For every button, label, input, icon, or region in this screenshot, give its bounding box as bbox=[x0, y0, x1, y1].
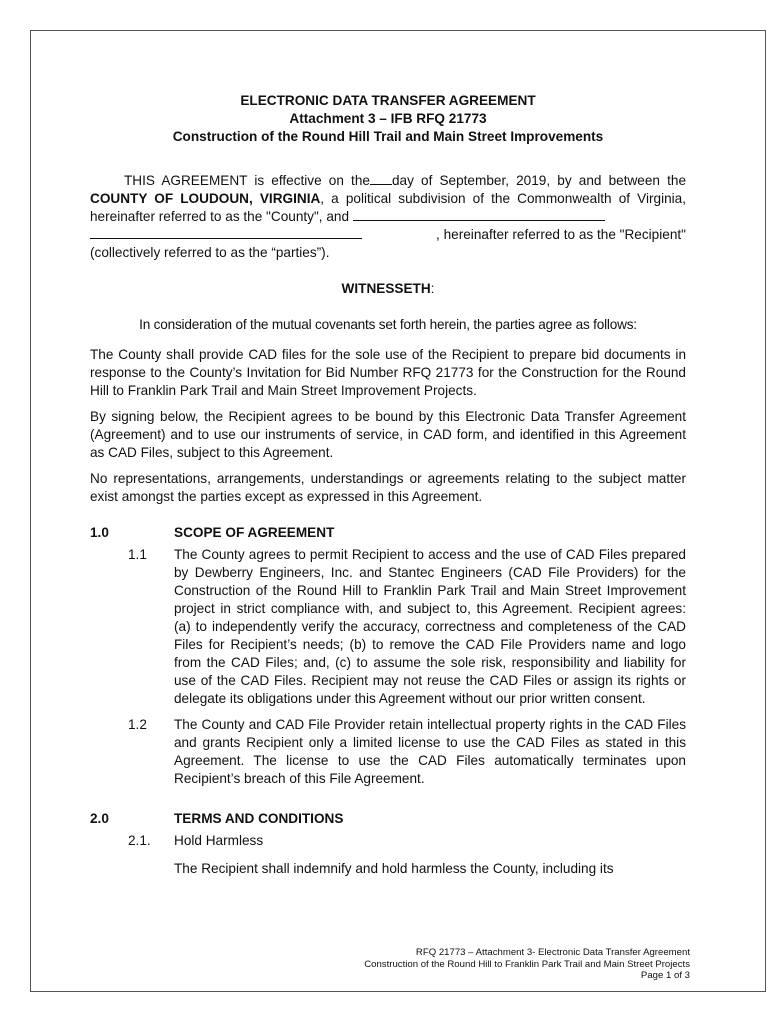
footer-line-1: RFQ 21773 – Attachment 3- Electronic Data Transfer Agreement bbox=[415, 947, 690, 958]
section-1-number: 1.0 bbox=[90, 525, 109, 540]
intro-parties: (collectively referred to as the “parties”). bbox=[90, 245, 330, 260]
clause-1-2-text: The County and CAD File Provider retain intellectual property rights in the CAD Files and grants Recipient only a limited license to use the CAD Files as stated in this Agreement. The license to use the CAD Files automatically terminates upon Recipient’s breach of this File Agreement. bbox=[174, 717, 686, 786]
section-2-title: TERMS AND CONDITIONS bbox=[174, 811, 344, 826]
paragraph-3: No representations, arrangements, understandings or agreements relating to the subject matter exist amongst the parties except as expressed in this Agreement. bbox=[90, 471, 686, 504]
witnesseth-colon: : bbox=[430, 281, 435, 296]
section-2-number: 2.0 bbox=[90, 811, 109, 826]
document-title bbox=[90, 92, 686, 146]
footer-line-2: Construction of the Round Hill to Franklin Park Trail and Main Street Projects bbox=[364, 958, 690, 970]
title-line-2: Attachment 3 – IFB RFQ 21773 bbox=[289, 111, 487, 126]
county-name: COUNTY OF LOUDOUN, VIRGINIA bbox=[90, 191, 321, 206]
intro-part-3: , a political subdivision of the Commonwealth of Virginia, hereinafter referred to as the "County", and bbox=[90, 191, 687, 224]
paragraph-2: By signing below, the Recipient agrees to be bound by this Electronic Data Transfer Agreement (Agreement) and to use our instruments of service, in CAD form, and identified in this Agreement as CAD Files, subject to this Agreement. bbox=[90, 409, 686, 460]
recipient-line bbox=[90, 226, 686, 244]
clause-2-1 bbox=[90, 832, 686, 850]
clause-2-1-number: 2.1. bbox=[128, 833, 151, 848]
recipient-blank-2 bbox=[90, 226, 362, 239]
section-1-title: SCOPE OF AGREEMENT bbox=[174, 525, 335, 540]
intro-part-1: THIS AGREEMENT is effective on the bbox=[124, 173, 370, 188]
clause-1-2-number: 1.2 bbox=[128, 717, 147, 732]
document-body bbox=[90, 92, 686, 878]
witnesseth-word: WITNESSETH bbox=[341, 281, 431, 296]
paragraph-1: The County shall provide CAD files for the sole use of the Recipient to prepare bid documents in response to the County’s Invitation for Bid Number RFQ 21773 for the Construction for the Round Hill to Franklin Park Trail and Main Street Improvement Projects. bbox=[90, 347, 686, 398]
clause-1-1 bbox=[90, 546, 686, 708]
clause-2-1-title: Hold Harmless bbox=[174, 833, 264, 848]
day-blank bbox=[370, 172, 392, 185]
clause-1-2 bbox=[90, 716, 686, 788]
section-2-heading bbox=[90, 810, 686, 828]
intro-hereinafter: , hereinafter referred to as the "Recipient" bbox=[436, 227, 686, 242]
title-line-3: Construction of the Round Hill Trail and Main Street Improvements bbox=[172, 129, 604, 144]
section-1-heading bbox=[90, 524, 686, 542]
recipient-blank-1 bbox=[353, 208, 605, 221]
footer-page-number: Page 1 of 3 bbox=[640, 970, 690, 981]
intro-part-2: day of September, 2019, by and between the bbox=[391, 173, 687, 188]
clause-1-1-text: The County agrees to permit Recipient to access and the use of CAD Files prepared by Dewberry Engineers, Inc. and Stantec Engineers (CAD File Providers) for the Construction of the Round Hill to Franklin Park Trail and Main Street Improvement project in strict compliance with, and subject to, this Agreement. Recipient agrees: (a) to independently verify the accuracy, correctness and completeness of the CAD Files for Recipient’s needs; (b) to remove the CAD File Providers name and logo from the CAD Files; and, (c) to assume the sole risk, responsibility and liability for use of the CAD Files. Recipient may not reuse the CAD Files or assign its rights or delegate its obligations under this Agreement without our prior written consent. bbox=[174, 547, 686, 706]
title-line-1: ELECTRONIC DATA TRANSFER AGREEMENT bbox=[240, 93, 536, 108]
clause-1-1-number: 1.1 bbox=[128, 547, 147, 562]
consideration-line: In consideration of the mutual covenants set forth herein, the parties agree as follows: bbox=[139, 317, 637, 332]
clause-2-1-text: The Recipient shall indemnify and hold harmless the County, including its bbox=[174, 861, 614, 876]
intro-paragraph bbox=[90, 172, 686, 262]
witnesseth-heading bbox=[90, 280, 686, 298]
page-footer bbox=[364, 947, 690, 982]
